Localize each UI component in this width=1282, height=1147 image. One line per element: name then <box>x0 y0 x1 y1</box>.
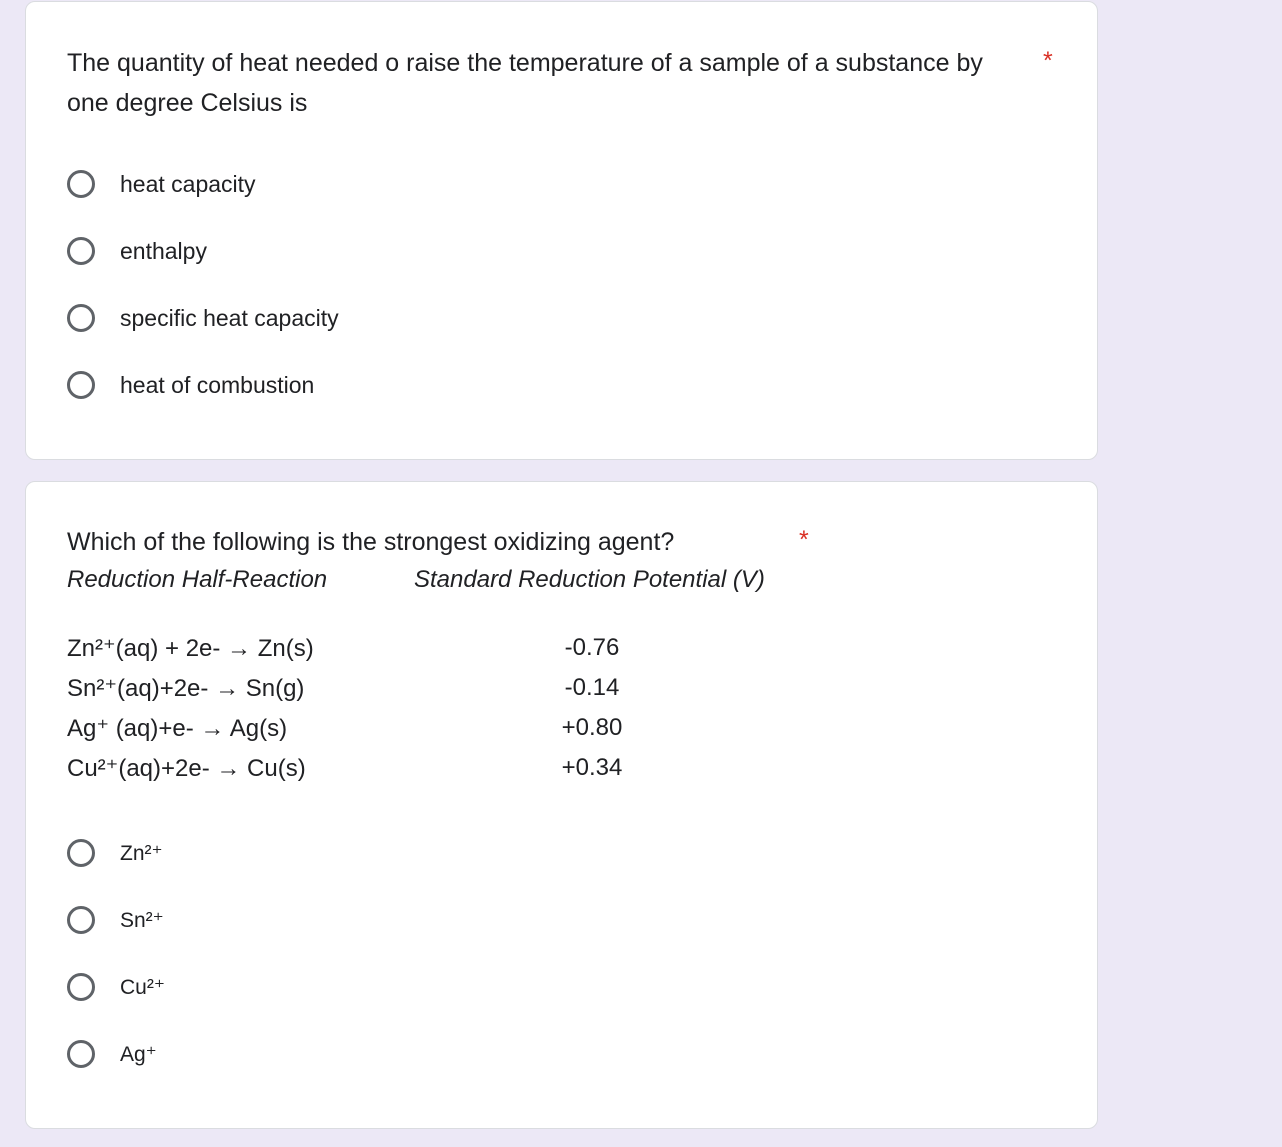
radio-button-icon[interactable] <box>67 839 95 867</box>
question-card-2 <box>25 481 1098 1129</box>
question-card-1 <box>25 1 1098 460</box>
option-ag[interactable] <box>67 1037 157 1071</box>
reaction-potential: +0.34 <box>561 754 623 781</box>
reaction-equation: Zn²⁺(aq) + 2e- → Zn(s) <box>67 635 314 662</box>
option-label: specific heat capacity <box>120 304 339 331</box>
reaction-equation: Ag⁺ (aq)+e- → Ag(s) <box>67 715 288 742</box>
required-asterisk: * <box>1043 47 1053 75</box>
option-label: Ag⁺ <box>120 1042 157 1066</box>
reaction-equation: Cu²⁺(aq)+2e- → Cu(s) <box>67 755 306 782</box>
question-title: The quantity of heat needed o raise the temperature of a sample of a substance by one degree Celsius is <box>67 49 983 117</box>
option-heat-capacity[interactable] <box>67 167 256 201</box>
radio-button-icon[interactable] <box>67 973 95 1001</box>
option-specific-heat-capacity[interactable] <box>67 301 339 335</box>
radio-button-icon[interactable] <box>67 304 95 332</box>
table-header-potential: Standard Reduction Potential (V) <box>414 566 765 593</box>
option-label: heat capacity <box>120 170 256 197</box>
option-label: Sn²⁺ <box>120 908 164 932</box>
option-heat-of-combustion[interactable] <box>67 368 314 402</box>
reaction-potential: -0.76 <box>564 634 620 661</box>
reaction-potential: -0.14 <box>564 674 620 701</box>
reaction-equation: Sn²⁺(aq)+2e- → Sn(g) <box>67 675 305 702</box>
option-sn[interactable] <box>67 903 164 937</box>
radio-button-icon[interactable] <box>67 1040 95 1068</box>
required-asterisk: * <box>799 526 809 554</box>
option-cu[interactable] <box>67 970 165 1004</box>
option-enthalpy[interactable] <box>67 234 207 268</box>
reaction-potential: +0.80 <box>561 714 623 741</box>
table-header-reaction: Reduction Half-Reaction <box>67 566 328 593</box>
option-label: enthalpy <box>120 237 207 264</box>
radio-button-icon[interactable] <box>67 906 95 934</box>
radio-button-icon[interactable] <box>67 170 95 198</box>
radio-button-icon[interactable] <box>67 237 95 265</box>
option-label: heat of combustion <box>120 371 315 398</box>
radio-button-icon[interactable] <box>67 371 95 399</box>
option-label: Cu²⁺ <box>120 975 165 999</box>
option-zn[interactable] <box>67 836 163 870</box>
option-label: Zn²⁺ <box>120 841 163 865</box>
question-title: Which of the following is the strongest oxidizing agent? <box>67 528 675 556</box>
